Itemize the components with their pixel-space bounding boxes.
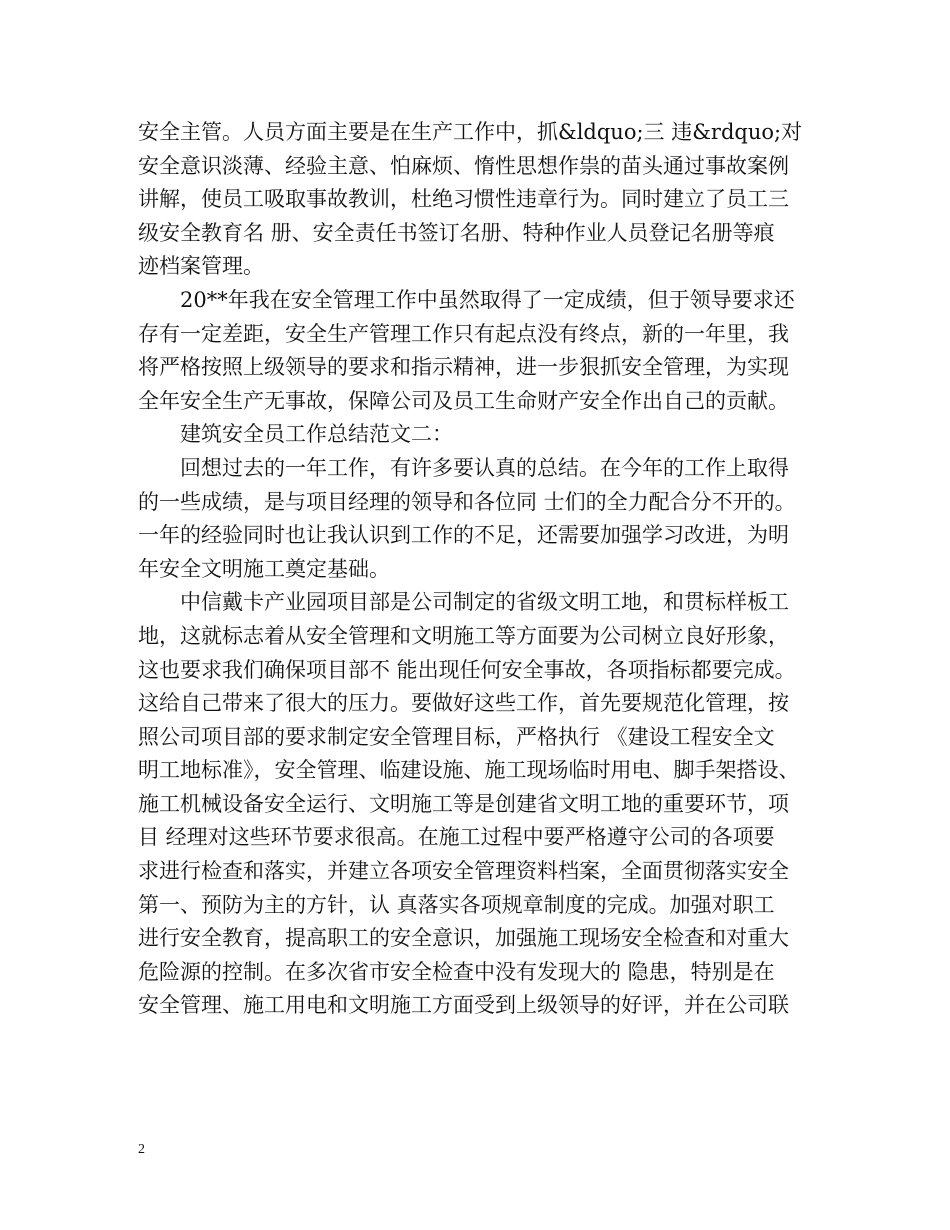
- text-line: 将严格按照上级领导的要求和指示精神，进一步狠抓安全管理，为实现: [138, 355, 789, 380]
- text-line: 安全管理、施工用电和文明施工方面受到上级领导的好评，并在公司联: [138, 993, 789, 1018]
- text-line: 目 经理对这些环节要求很高。在施工过程中要严格遵守公司的各项要: [138, 825, 775, 850]
- text-line: 全年安全生产无事故，保障公司及员工生命财产安全作出自己的贡献。: [138, 388, 789, 413]
- text-line: 求进行检查和落实，并建立各项安全管理资料档案，全面贯彻落实安全: [138, 859, 789, 884]
- text-line: 施工机械设备安全运行、文明施工等是创建省文明工地的重要环节，项: [138, 791, 789, 816]
- paragraph-first-line: 中信戴卡产业园项目部是公司制定的省级文明工地，和贯标样板工: [180, 590, 789, 615]
- document-body: [138, 116, 838, 1023]
- paragraph-first-line: 20**年我在安全管理工作中虽然取得了一定成绩，但于领导要求还: [180, 287, 795, 312]
- text-line: 照公司项目部的要求制定安全管理目标，严格执行 《建设工程安全文: [138, 724, 775, 749]
- paragraph-first-line: 回想过去的一年工作，有许多要认真的总结。在今年的工作上取得: [180, 455, 789, 480]
- text-line: 危险源的控制。在多次省市安全检查中没有发现大的 隐患，特别是在: [138, 959, 775, 984]
- text-line: 进行安全教育，提高职工的安全意识，加强施工现场安全检查和对重大: [138, 926, 789, 951]
- text-line: 的一些成绩，是与项目经理的领导和各位同 士们的全力配合分不开的。: [138, 489, 796, 514]
- text-line: 安全意识淡薄、经验主意、怕麻烦、惰性思想作祟的苗头通过事故案例: [138, 153, 789, 178]
- page-number: 2: [138, 1142, 145, 1157]
- text-line: 迹档案管理。: [138, 254, 264, 279]
- text-line: 安全主管。人员方面主要是在生产工作中，抓&ldquo;三 违&rdquo;对: [138, 120, 803, 144]
- text-line: 一年的经验同时也让我认识到工作的不足，还需要加强学习改进，为明: [138, 523, 789, 548]
- section-heading: 建筑安全员工作总结范文二：: [180, 422, 453, 447]
- text-line: 第一、预防为主的方针，认 真落实各项规章制度的完成。加强对职工: [138, 892, 775, 917]
- text-line: 年安全文明施工奠定基础。: [138, 556, 390, 581]
- text-line: 这也要求我们确保项目部不 能出现任何安全事故，各项指标都要完成。: [138, 657, 796, 682]
- text-line: 存有一定差距，安全生产管理工作只有起点没有终点，新的一年里，我: [138, 321, 789, 346]
- text-line: 级安全教育名 册、安全责任书签订名册、特种作业人员登记名册等痕: [138, 220, 775, 245]
- text-line: 这给自己带来了很大的压力。要做好这些工作，首先要规范化管理，按: [138, 691, 789, 716]
- text-line: 讲解，使员工吸取事故教训，杜绝习惯性违章行为。同时建立了员工三: [138, 187, 789, 212]
- text-line: 明工地标准》，安全管理、临建设施、施工现场临时用电、脚手架搭设、: [138, 758, 800, 783]
- text-line: 地，这就标志着从安全管理和文明施工等方面要为公司树立良好形象，: [138, 623, 789, 648]
